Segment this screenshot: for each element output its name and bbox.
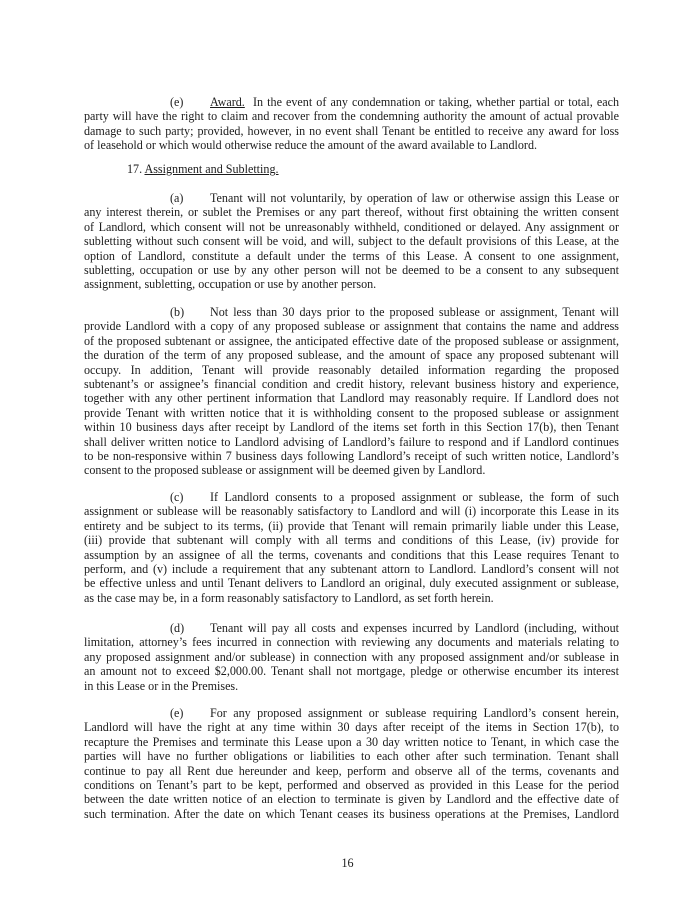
paragraph-award: [84, 95, 619, 153]
line: any interest therein, or sublet the Premises or any part thereof, without first obtaining the written consent: [84, 205, 619, 220]
line: shall deliver written notice to Landlord advising of Landlord’s failure to respond and if Landlord continues: [84, 434, 619, 449]
line: parties will have no further obligations or liabilities to each other after such termination. Tenant shall: [84, 749, 619, 764]
line: damage to such party; provided, however, in no event shall Tenant be entitled to receive any award for loss: [84, 123, 619, 138]
paragraph-label: (a): [170, 191, 184, 205]
line: the duration of the term of any proposed sublease, and the amount of space any proposed subtenant will: [84, 348, 619, 363]
line: assignment or sublease will be reasonably satisfactory to Landlord and will (i) incorporate this Lease in its: [84, 504, 619, 519]
paragraph-first-line: [84, 706, 619, 720]
line: provide Tenant with written notice that it is withholding consent to the proposed sublease or assignment: [84, 405, 619, 420]
line: subtenant’s or assignee’s financial condition and credit history, relevant business history and experience,: [84, 376, 619, 391]
line: of Landlord, which consent will not be unreasonably withheld, conditioned or delayed. Any assignment or: [84, 219, 619, 234]
award-heading: Award.: [210, 95, 245, 109]
paragraph-first-line: [84, 95, 619, 109]
line: assignment, subletting, occupation or use by another person.: [84, 277, 377, 292]
line: perform, and (v) include a requirement that any subtenant attorn to Landlord. Landlord’s consent will not: [84, 561, 619, 576]
paragraph-c: [84, 490, 619, 605]
line: together with any other pertinent information that Landlord may reasonably require. If Landlord does not: [84, 391, 619, 406]
line: within 10 business days after receipt by Landlord of the items set forth in this Section 17(b), then Tenant: [84, 420, 619, 435]
paragraph-e: [84, 706, 619, 821]
paragraph-b: [84, 305, 619, 478]
line: option of Landlord, constitute a default under the terms of this Lease. A consent to one assignment,: [84, 248, 619, 263]
line: consent to the proposed sublease or assignment will be deemed given by Landlord.: [84, 463, 486, 478]
line: subletting without such consent will be void, and will, subject to the default provisions of this Lease, at the: [84, 234, 619, 249]
section-title: Assignment and Subletting.: [144, 162, 279, 176]
line: any proposed assignment and/or sublease) in connection with any proposed assignment and/or sublease in: [84, 649, 619, 664]
paragraph-first-line: [84, 305, 619, 319]
paragraph-label: (c): [170, 490, 184, 504]
line: entirety and be subject to its terms, (ii) provide that Tenant will remain primarily liable under this Lease,: [84, 518, 619, 533]
paragraph-label: (e): [170, 706, 184, 720]
paragraph-label: (b): [170, 305, 185, 319]
page-number: 16: [341, 856, 354, 870]
line: be effective unless and until Tenant delivers to Landlord an original, duly executed assignment or sublease,: [84, 576, 619, 591]
line: (iii) provide that subtenant will comply with all terms and conditions of this Lease, (iv) provide for: [84, 533, 619, 548]
line: in this Lease or in the Premises.: [84, 678, 239, 693]
line-text: Tenant will not voluntarily, by operation of law or otherwise assign this Lease or: [210, 191, 619, 205]
line: occupy. In addition, Tenant will provide reasonably detailed information regarding the proposed: [84, 362, 619, 377]
paragraph-first-line: [84, 490, 619, 504]
line: of the proposed subtenant or assignee, the anticipated effective date of the proposed sublease or assignment,: [84, 333, 619, 348]
line: continue to pay all Rent due hereunder and keep, perform and observe all of the terms, covenants and: [84, 763, 619, 778]
line: of leasehold or which would otherwise reduce the amount of the award available to Landlord.: [84, 138, 538, 153]
line: between the date written notice of an election to terminate is given by Landlord and the effective date of: [84, 792, 619, 807]
section-number: 17.: [127, 162, 143, 176]
paragraph-d: [84, 621, 619, 693]
line: as the case may be, in a form reasonably satisfactory to Landlord, as set forth herein.: [84, 590, 494, 605]
line: limitation, attorney’s fees incurred in connection with reviewing any documents and materials relating to: [84, 635, 619, 650]
line: recapture the Premises and terminate this Lease upon a 30 day written notice to Tenant, in which case the: [84, 734, 619, 749]
line-text: For any proposed assignment or sublease requiring Landlord’s consent herein,: [210, 706, 619, 720]
paragraph-first-line: [84, 191, 619, 205]
line: conditions on Tenant’s part to be kept, performed and observed as provided in this Lease for the period: [84, 777, 619, 792]
line: subletting, occupation or use by any other person will not be deemed to be a consent to any subsequent: [84, 262, 619, 277]
line-text: Not less than 30 days prior to the proposed sublease or assignment, Tenant will: [210, 305, 619, 319]
line: provide Landlord with a copy of any proposed sublease or assignment that contains the name and address: [84, 319, 619, 334]
line: an amount not to exceed $2,000.00. Tenant shall not mortgage, pledge or otherwise encumber its interest: [84, 664, 619, 679]
paragraph-first-line: [84, 621, 619, 635]
line-text: If Landlord consents to a proposed assignment or sublease, the form of such: [210, 490, 619, 504]
line-text: In the event of any condemnation or taking, whether partial or total, each: [253, 95, 619, 109]
section-heading: [127, 162, 279, 176]
line: such termination. After the date on which Tenant ceases its business operations at the Premises, Landlord: [84, 806, 619, 821]
line: Landlord will have the right at any time within 30 days after receipt of the items in Section 17(b), to: [84, 720, 619, 735]
line: party will have the right to claim and recover from the condemning authority the amount of actual provable: [84, 109, 619, 124]
line: assumption by an assignee of all the terms, covenants and conditions that this Lease requires Tenant to: [84, 547, 619, 562]
paragraph-label: (e): [170, 95, 184, 109]
line-text: Tenant will pay all costs and expenses incurred by Landlord (including, without: [210, 621, 619, 635]
paragraph-label: (d): [170, 621, 185, 635]
paragraph-a: [84, 191, 619, 292]
line: to be non-responsive within 7 business days following Landlord’s receipt of such written notice, Landlord’s: [84, 448, 619, 463]
